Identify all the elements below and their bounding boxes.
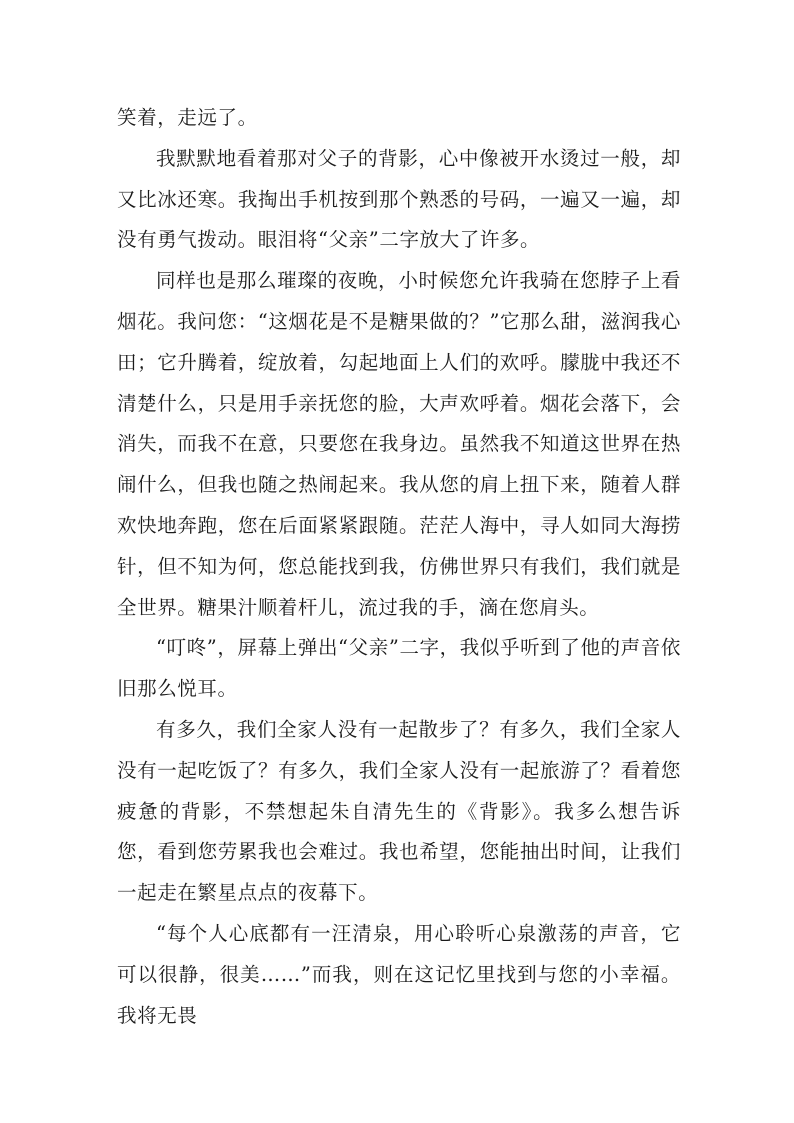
article-body: [117, 98, 681, 1036]
paragraph-back-view: 我默默地看着那对父子的背影，心中像被开水烫过一般，却又比冰还寒。我掏出手机按到那个熟悉的号码，一遍又一遍，却没有勇气拨动。眼泪将“父亲”二字放大了许多。: [117, 146, 681, 252]
paragraph-phone-notification: “叮咚”，屏幕上弹出“父亲”二字，我似乎听到了他的声音依旧那么悦耳。: [117, 636, 681, 701]
paragraph-clear-spring: “每个人心底都有一汪清泉，用心聆听心泉激荡的声音，它可以很静，很美……”而我，则在这记忆里找到与您的小幸福。我将无畏: [117, 921, 681, 1027]
paragraph-family-time: 有多久，我们全家人没有一起散步了？有多久，我们全家人没有一起吃饭了？有多久，我们全家人没有一起旅游了？看着您疲惫的背影，不禁想起朱自清先生的《背影》。我多么想告诉您，看到您劳累我也会难过。我也希望，您能抽出时间，让我们一起走在繁星点点的夜幕下。: [117, 717, 681, 905]
paragraph-continuation: 笑着，走远了。: [117, 106, 258, 129]
paragraph-fireworks-memory: 同样也是那么璀璨的夜晚，小时候您允许我骑在您脖子上看烟花。我问您：“这烟花是不是糖果做的？”它那么甜，滋润我心田；它升腾着，绽放着，勾起地面上人们的欢呼。朦胧中我还不清楚什么，只是用手亲抚您的脸，大声欢呼着。烟花会落下，会消失，而我不在意，只要您在我身边。虽然我不知道这世界在热闹什么，但我也随之热闹起来。我从您的肩上扭下来，随着人群欢快地奔跑，您在后面紧紧跟随。茫茫人海中，寻人如同大海捞针，但不知为何，您总能找到我，仿佛世界只有我们，我们就是全世界。糖果汁顺着杆儿，流过我的手，滴在您肩头。: [117, 269, 681, 619]
